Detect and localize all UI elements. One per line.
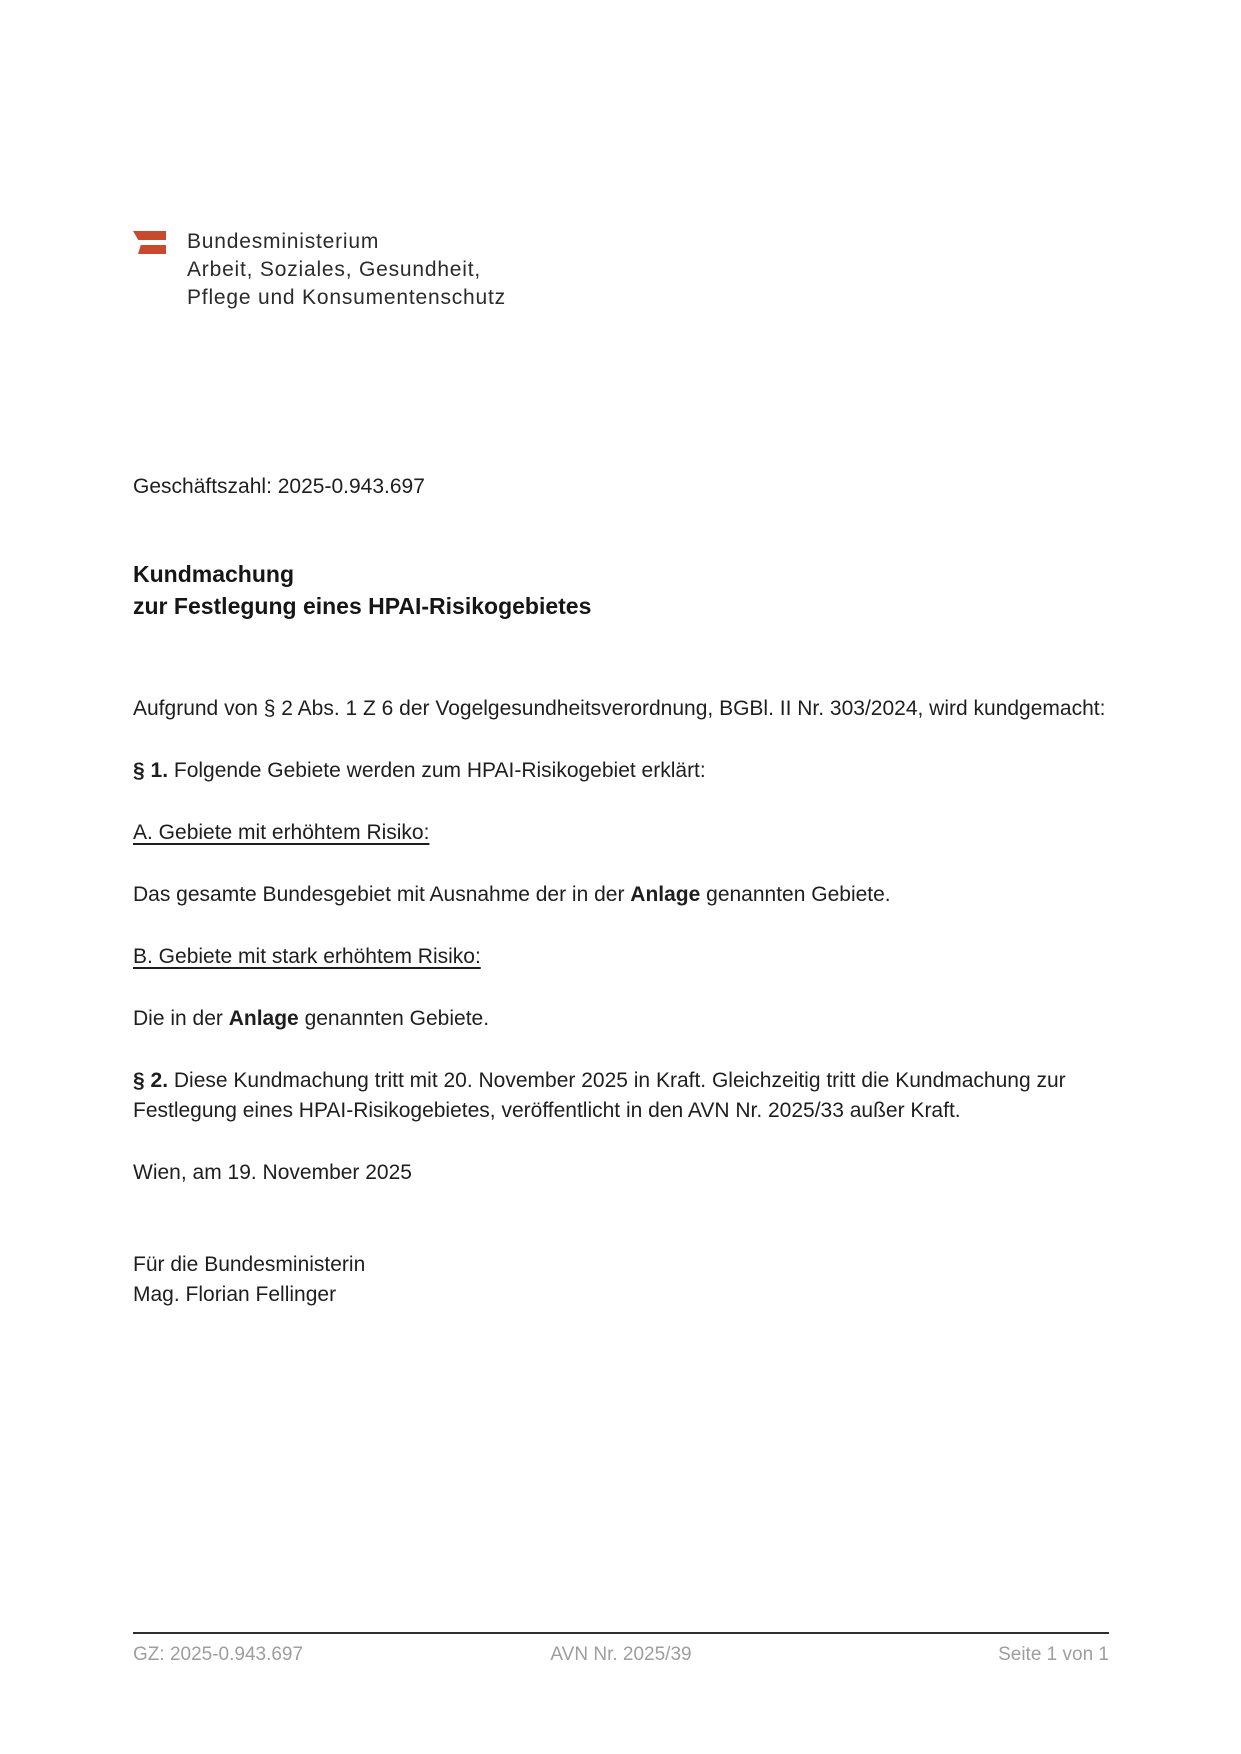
part-a-body-bold: Anlage [630, 883, 701, 906]
ministry-line-2: Arbeit, Soziales, Gesundheit, [187, 258, 482, 281]
signature-name: Mag. Florian Fellinger [133, 1283, 337, 1306]
reference-number: Geschäftszahl: 2025-0.943.697 [133, 475, 425, 498]
part-a-body-post: genannten Gebiete. [700, 883, 891, 906]
part-a-body [133, 880, 1108, 910]
footer-gz: GZ: 2025-0.943.697 [133, 1644, 304, 1665]
page-footer [133, 1632, 1109, 1666]
part-b-body-pre: Die in der [133, 1007, 229, 1030]
part-a-body-pre: Das gesamte Bundesgebiet mit Ausnahme der in der [133, 883, 631, 906]
part-b-body-post: genannten Gebiete. [298, 1007, 490, 1030]
part-b-body [133, 1004, 1108, 1034]
ministry-line-1: Bundesministerium [187, 230, 380, 253]
part-b-body-bold: Anlage [228, 1007, 299, 1030]
flag-bar-bottom [138, 245, 166, 254]
place-date-line: Wien, am 19. November 2025 [133, 1161, 412, 1184]
signature-role: Für die Bundesministerin [133, 1253, 366, 1276]
part-b-heading: B. Gebiete mit stark erhöhtem Risiko: [133, 945, 481, 968]
section-2-paragraph [133, 1066, 1108, 1126]
footer-page-number: Seite 1 von 1 [998, 1644, 1109, 1665]
ministry-line-3: Pflege und Konsumentenschutz [187, 286, 506, 309]
signature-block [133, 1250, 1108, 1310]
ministry-name-block [187, 228, 506, 312]
part-a-heading: A. Gebiete mit erhöhtem Risiko: [133, 821, 430, 844]
section-1-label: § 1. [133, 759, 169, 782]
section-2-label: § 2. [133, 1069, 169, 1092]
footer-avn: AVN Nr. 2025/39 [550, 1644, 692, 1665]
section-1-text: Folgende Gebiete werden zum HPAI-Risikogebiet erklärt: [168, 759, 706, 782]
section-2-text: Diese Kundmachung tritt mit 20. November 2025 in Kraft. Gleichzeitig tritt die Kundmachung zur Festlegung eines HPAI-Risikogebietes, veröffentlicht in den AVN Nr. 2025/33 außer Kraft. [133, 1069, 1066, 1122]
title-line-2: zur Festlegung eines HPAI-Risikogebietes [133, 593, 592, 619]
intro-paragraph: Aufgrund von § 2 Abs. 1 Z 6 der Vogelgesundheitsverordnung, BGBl. II Nr. 303/2024, wird kundgemacht: [133, 697, 1106, 720]
document-title [133, 558, 1108, 622]
ministry-header [133, 228, 1108, 312]
section-1-paragraph [133, 756, 1108, 786]
flag-bar-top [133, 231, 166, 240]
title-line-1: Kundmachung [133, 561, 294, 587]
austrian-flag-logo-icon [133, 231, 166, 254]
